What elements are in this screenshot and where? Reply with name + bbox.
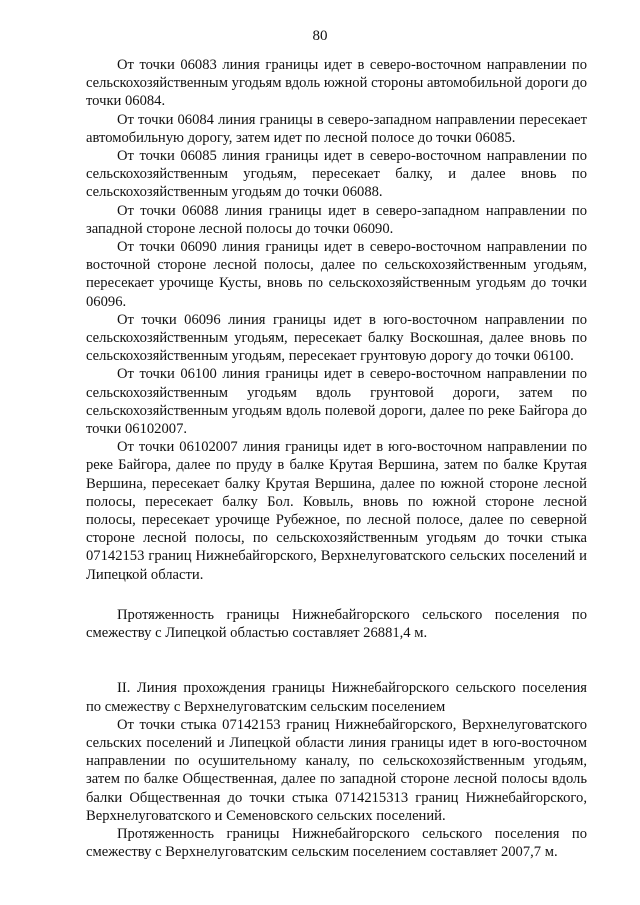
- paragraph-segment-07142153: От точки стыка 07142153 границ Нижнебайгорского, Верхнелуговатского сельских поселений и Липецкой области линия границы идет в юго-восточном направлении по осушительному каналу, по сельскохозяйственным угодьям, затем по балке Общественная, далее по западной стороне лесной полосы вдоль балки Общественная до точки стыка 0714215313 границ Нижнебайгорского, Верхнелуговатского и Семеновского сельских поселений.: [86, 716, 587, 824]
- paragraph-segment-06102007: От точки 06102007 линия границы идет в юго-восточном направлении по реке Байгора, далее по пруду в балке Крутая Вершина, затем по балке Крутая Вершина, пересекает балку Крутая Вершина, далее по южной стороне лесной полосы, пересекает балку Бол. Ковыль, вновь по южной стороне лесной полосы, пересекает урочище Рубежное, по лесной полосе, далее по северной стороне лесной полосы, по сельскохозяйственным угодьям до точки стыка 07142153 границ Нижнебайгорского, Верхнелуговатского сельских поселений и Липецкой области.: [86, 439, 587, 583]
- section-heading-ii: II. Линия прохождения границы Нижнебайгорского сельского поселения по смежеству с Верхнелуговатским сельским поселением: [86, 680, 587, 715]
- paragraph-length-lipetsk: Протяженность границы Нижнебайгорского сельского поселения по смежеству с Липецкой областью составляет 26881,4 м.: [86, 606, 587, 642]
- paragraph-segment-06090: От точки 06090 линия границы идет в северо-восточном направлении по восточной стороне лесной полосы, далее по сельскохозяйственным угодьям, пересекает урочище Кусты, вновь по сельскохозяйственным угодьям до точки 06096.: [86, 239, 587, 310]
- paragraph-segment-06084: От точки 06084 линия границы в северо-западном направлении пересекает автомобильную дорогу, затем идет по лесной полосе до точки 06085.: [86, 111, 587, 146]
- paragraph-length-verkhneluhovatskoe: Протяженность границы Нижнебайгорского сельского поселения по смежеству с Верхнелуговатским сельским поселением составляет 2007,7 м.: [86, 825, 587, 861]
- page-number: 80: [312, 28, 328, 44]
- paragraph-segment-06096: От точки 06096 линия границы идет в юго-восточном направлении по сельскохозяйственным угодьям, пересекает балку Воскошная, далее вновь по сельскохозяйственным угодьям, пересекает грунтовую дорогу до точки 06100.: [86, 311, 587, 365]
- paragraph-segment-06100: От точки 06100 линия границы идет в северо-восточном направлении по сельскохозяйственным угодьям вдоль грунтовой дороги, затем по сельскохозяйственным угодьям вдоль полевой дороги, далее по реке Байгора до точки 06102007.: [86, 366, 587, 438]
- paragraph-segment-06085: От точки 06085 линия границы идет в северо-восточном направлении по сельскохозяйственным угодьям, пересекает балку, и далее вновь по сельскохозяйственным угодьям до точки 06088.: [86, 148, 587, 201]
- paragraph-segment-06083: От точки 06083 линия границы идет в северо-восточном направлении по сельскохозяйственным угодьям вдоль южной стороны автомобильной дороги до точки 06084.: [86, 57, 587, 110]
- paragraph-segment-06088: От точки 06088 линия границы идет в северо-западном направлении по западной стороне лесной полосы до точки 06090.: [86, 202, 587, 237]
- document-body: [86, 56, 587, 861]
